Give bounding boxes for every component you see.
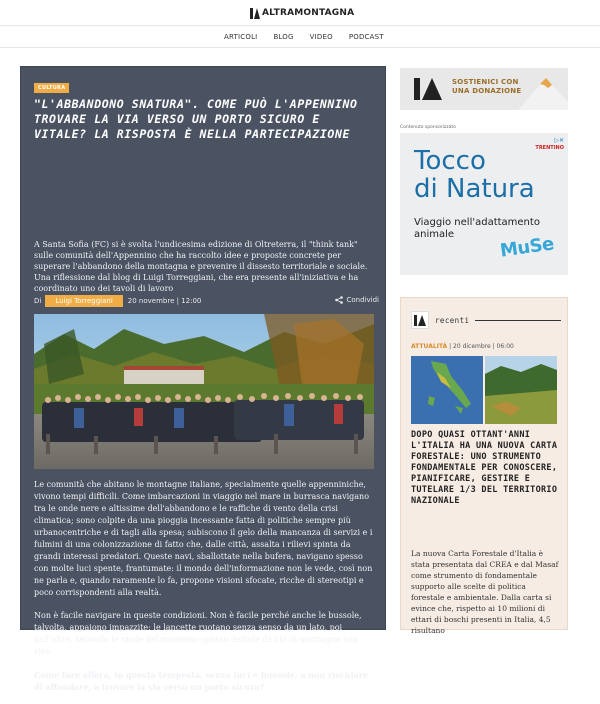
nav-articoli[interactable]: ARTICOLI bbox=[224, 33, 258, 41]
divider bbox=[475, 320, 561, 321]
byline-prefix: Di bbox=[34, 297, 42, 305]
nav-podcast[interactable]: PODCAST bbox=[348, 33, 384, 41]
share-button[interactable] bbox=[335, 296, 379, 304]
sponsored-ad[interactable] bbox=[400, 133, 568, 275]
logo-mark-icon bbox=[411, 311, 429, 329]
recent-panel bbox=[400, 297, 568, 635]
recent-thumbnail[interactable] bbox=[411, 356, 557, 424]
recent-label: recenti bbox=[435, 315, 470, 325]
recent-header bbox=[411, 310, 561, 330]
nav-blog[interactable]: BLOG bbox=[273, 33, 294, 41]
article-date: 20 novembre | 12:00 bbox=[127, 297, 202, 305]
byline bbox=[34, 294, 379, 308]
ad-label: Contenuto sponsorizzato bbox=[400, 125, 456, 130]
recent-title[interactable]: DOPO QUASI OTTANT'ANNI L'ITALIA HA UNA NUOVA CARTA FORESTALE: UNO STRUMENTO FONDAMENTALE PER CONOSCERE, PIANIFICARE, GESTIRE E TUTELARE 1/3 DEL TERRITORIO NAZIONALE bbox=[411, 430, 558, 506]
ad-choices-icon[interactable]: ▷✕ bbox=[554, 137, 564, 144]
logo-mark-icon bbox=[250, 8, 260, 19]
recent-meta bbox=[411, 343, 514, 350]
article-body bbox=[34, 479, 379, 704]
article-paragraph: Le comunità che abitano le montagne italiane, specialmente quelle appenniniche, vivono tempi difficili. Come imbarcazioni in viaggio nel mare in burrasca navigano tra le onde nere e altissime dell'abbandono e le raffiche di vento della crisi climatica; sono colpite da una pioggia incessante fatta di politiche sempre più urbanocentriche e di tagli alla spesa; subiscono il gelo della mancanza di servizi e i fulmini di una colonizzazione di fatto che, dalle città, assalta i rilievi spinta da grandi interessi predatori. Queste navi, sballottate nella bufera, navigano spesso con molte luci spente, frantumate: il mondo dell'informazione non le vede, così non ne parla e, quando raramente lo fa, propone visioni sfocate, ricche di stereotipi e poco corrispondenti alla realtà. bbox=[34, 480, 373, 597]
mountain-icon bbox=[518, 74, 568, 110]
article-title: "L'ABBANDONO SNATURA". COME PUÒ L'APPENNINO TROVARE LA VIA VERSO UN PORTO SICURO E VITALE? LA RISPOSTA È NELLA PARTECIPAZIONE bbox=[34, 97, 358, 141]
main-nav bbox=[0, 26, 600, 48]
logo-text: ALTRAMONTAGNA bbox=[262, 8, 355, 18]
share-icon bbox=[335, 296, 343, 304]
ad-subtitle: Viaggio nell'adattamento animale bbox=[414, 217, 540, 240]
nav-video[interactable]: VIDEO bbox=[309, 33, 333, 41]
ad-brand: MuSe bbox=[498, 233, 556, 262]
category-badge[interactable]: CULTURA bbox=[34, 83, 69, 93]
logo-mark-icon bbox=[414, 78, 444, 104]
author-link[interactable]: Luigi Torreggiani bbox=[45, 295, 122, 307]
recent-date: | 20 dicembre | 06:00 bbox=[449, 343, 514, 350]
ad-sponsor: TRENTINO bbox=[535, 145, 564, 151]
site-header bbox=[0, 0, 600, 26]
donation-banner[interactable] bbox=[400, 68, 568, 110]
recent-excerpt: La nuova Carta Forestale d'Italia è stata presentata dal CREA e dal Masaf come strumento di fondamentale supporto alle scelte di politica forestale e ambientale. Dalla carta si evince che, rispetto ai 10 milioni di ettari di boschi presenti in Italia, 4,5 risultano bbox=[411, 549, 559, 635]
article-photo bbox=[34, 314, 374, 469]
article-card bbox=[20, 66, 386, 692]
site-logo[interactable] bbox=[250, 7, 354, 19]
donation-banner-text: SOSTIENICI CON UNA DONAZIONE bbox=[452, 78, 522, 95]
article-paragraph: Non è facile navigare in queste condizioni. Non è facile perché anche le bussole, talvolta, appaiono impazzite: le lancette ruotano senza senso da un lato, poi dall'altro, secondo le mode del momento spesso dettate da chi in montagna non vive. bbox=[34, 611, 362, 656]
recent-category[interactable]: ATTUALITÀ bbox=[411, 343, 448, 350]
article-paragraph-bold: Come fare allora, in questa tempesta, senza luci e bussole, a non rischiare di affondare, a trovare la via verso un porto sicuro? bbox=[34, 670, 369, 692]
share-label: Condividi bbox=[346, 296, 379, 304]
article-lead: A Santa Sofia (FC) si è svolta l'undicesima edizione di Oltreterra, il "think tank" sulle comunità dell'Appennino che ha raccolto idee e proposte concrete per superare l'abbandono della montagna e prevenire il dissesto territoriale e sociale. Una riflessione dal blog di Luigi Torreggiani, che era presente all'iniziativa e ha coordinato uno dei tavoli di lavoro bbox=[34, 240, 368, 293]
ad-title: Tocco di Natura bbox=[414, 146, 535, 204]
